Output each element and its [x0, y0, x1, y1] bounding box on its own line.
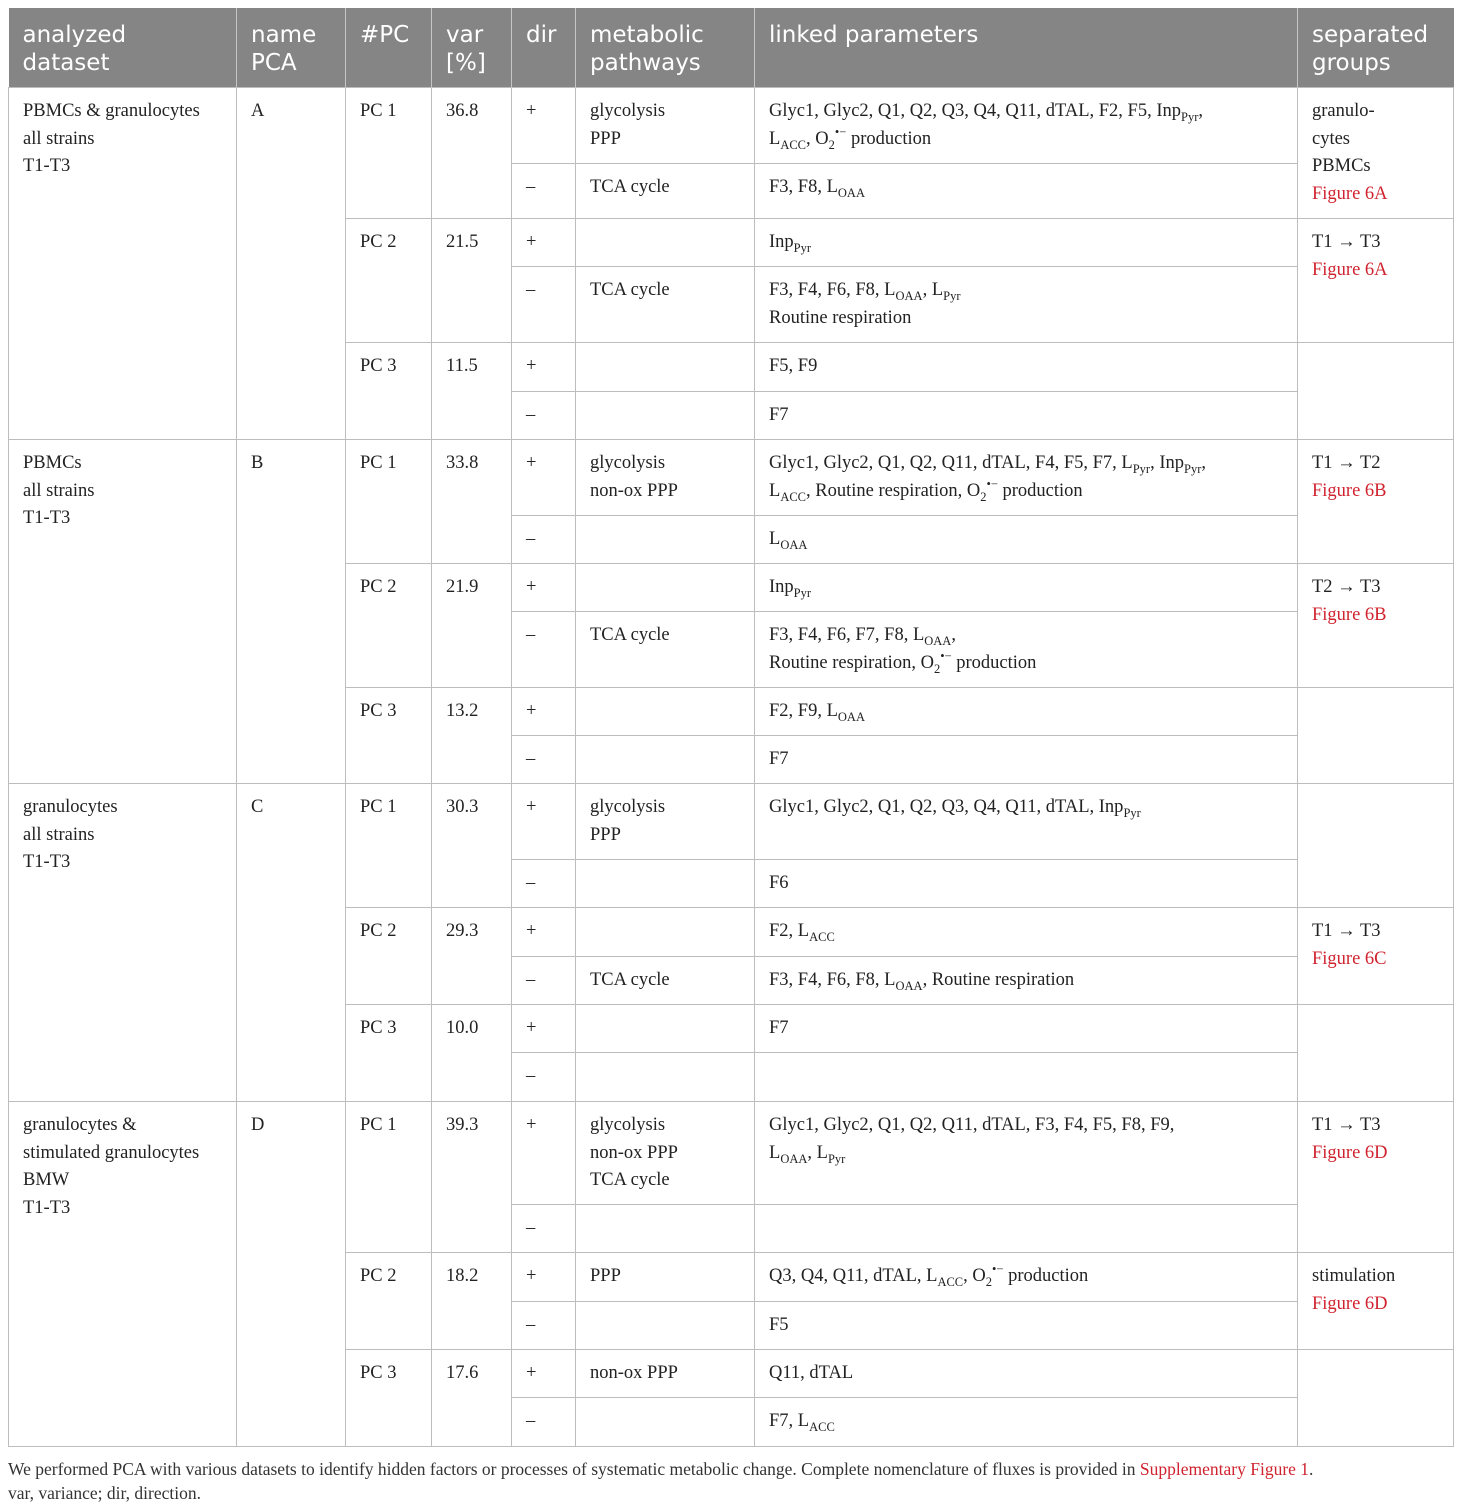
pc-cell: PC 3 [346, 688, 432, 784]
pathways-cell: TCA cycle [576, 957, 755, 1005]
dir-cell: – [512, 957, 576, 1005]
table-row [9, 784, 1454, 860]
footnote-abbreviations: var, variance; dir, direction. [8, 1483, 201, 1503]
header-pc: #PC [346, 8, 432, 88]
params-cell: F3, F8, $L_{OAA}$ [755, 164, 1298, 219]
pc-cell: PC 2 [346, 908, 432, 1005]
header-separated-groups: separated groups [1298, 8, 1454, 88]
pathways-cell [576, 736, 755, 784]
header-metabolic-pathways: metabolic pathways [576, 8, 755, 88]
params-cell: F3, F4, F6, F7, F8, $L_{OAA}$, Routine respiration, $O_2^{•-}$ production [755, 612, 1298, 688]
figure-link[interactable]: Figure 6B [1312, 604, 1387, 625]
dir-cell: + [512, 1253, 576, 1302]
dir-cell: + [512, 219, 576, 267]
header-dir: dir [512, 8, 576, 88]
dir-cell: – [512, 1053, 576, 1102]
groups-cell: stimulation Figure 6D [1298, 1253, 1454, 1350]
groups-cell [1298, 1350, 1454, 1447]
dir-cell: + [512, 1005, 576, 1053]
params-cell [755, 1205, 1298, 1253]
dir-cell: – [512, 1302, 576, 1350]
dataset-cell: PBMCs all strains T1-T3 [9, 440, 237, 784]
var-cell: 29.3 [432, 908, 512, 1005]
groups-cell: T1 → T3 Figure 6D [1298, 1102, 1454, 1253]
params-cell: Glyc1, Glyc2, Q1, Q2, Q11, dTAL, F3, F4, F5, F8, F9, $L_{OAA}$, $L_{Pyr}$ [755, 1102, 1298, 1205]
var-cell: 39.3 [432, 1102, 512, 1253]
params-cell: F5, F9 [755, 343, 1298, 392]
pc-cell: PC 2 [346, 564, 432, 688]
dir-cell: + [512, 1102, 576, 1205]
table-row [9, 440, 1454, 516]
table-header-row [9, 8, 1454, 88]
params-cell: Q3, Q4, Q11, dTAL, $L_{ACC}$, $O_2^{•-}$ production [755, 1253, 1298, 1302]
pathways-cell [576, 1005, 755, 1053]
params-cell: F7 [755, 1005, 1298, 1053]
dir-cell: + [512, 564, 576, 612]
params-cell [755, 1053, 1298, 1102]
dataset-cell: granulocytes & stimulated granulocytes BMW T1-T3 [9, 1102, 237, 1447]
groups-cell [1298, 1005, 1454, 1102]
var-cell: 10.0 [432, 1005, 512, 1102]
var-cell: 21.9 [432, 564, 512, 688]
pc-cell: PC 2 [346, 1253, 432, 1350]
pathways-cell: non-ox PPP [576, 1350, 755, 1398]
var-cell: 18.2 [432, 1253, 512, 1350]
pca-name-cell: D [237, 1102, 346, 1447]
groups-cell: T2 → T3 Figure 6B [1298, 564, 1454, 688]
var-cell: 11.5 [432, 343, 512, 440]
pc-cell: PC 3 [346, 1005, 432, 1102]
dir-cell: + [512, 784, 576, 860]
pathways-cell [576, 1053, 755, 1102]
pathways-cell [576, 860, 755, 908]
params-cell: F5 [755, 1302, 1298, 1350]
var-cell: 13.2 [432, 688, 512, 784]
figure-link[interactable]: Figure 6A [1312, 259, 1388, 280]
dir-cell: + [512, 343, 576, 392]
pathways-cell: glycolysis non-ox PPP [576, 440, 755, 516]
header-linked-parameters: linked parameters [755, 8, 1298, 88]
figure-link[interactable]: Figure 6D [1312, 1293, 1388, 1314]
params-cell: Q11, dTAL [755, 1350, 1298, 1398]
pc-cell: PC 3 [346, 343, 432, 440]
params-cell: F3, F4, F6, F8, $L_{OAA}$, Routine respiration [755, 957, 1298, 1005]
var-cell: 33.8 [432, 440, 512, 564]
groups-cell: T1 → T3 Figure 6C [1298, 908, 1454, 1005]
pca-name-cell: C [237, 784, 346, 1102]
dir-cell: – [512, 1205, 576, 1253]
pathways-cell [576, 219, 755, 267]
dir-cell: + [512, 88, 576, 164]
pc-cell: PC 1 [346, 784, 432, 908]
params-cell: F7 [755, 736, 1298, 784]
params-cell: F7, $L_{ACC}$ [755, 1398, 1298, 1447]
params-cell: Inp$_{Pyr}$ [755, 564, 1298, 612]
dir-cell: – [512, 736, 576, 784]
figure-link[interactable]: Figure 6D [1312, 1142, 1388, 1163]
dir-cell: – [512, 267, 576, 343]
table-row [9, 88, 1454, 164]
dir-cell: – [512, 1398, 576, 1447]
header-var: var [%] [432, 8, 512, 88]
pathways-cell: glycolysis PPP [576, 88, 755, 164]
pathways-cell [576, 516, 755, 564]
pathways-cell [576, 908, 755, 957]
groups-cell: T1 → T2 Figure 6B [1298, 440, 1454, 564]
pathways-cell [576, 564, 755, 612]
params-cell: Glyc1, Glyc2, Q1, Q2, Q11, dTAL, F4, F5, F7, $L_{Pyr}$, Inp$_{Pyr}$, $L_{ACC}$, Routine respiration, $O_2^{•-}$ production [755, 440, 1298, 516]
pathways-cell: PPP [576, 1253, 755, 1302]
header-analyzed-dataset: analyzed dataset [9, 8, 237, 88]
params-cell: F2, F9, $L_{OAA}$ [755, 688, 1298, 736]
var-cell: 30.3 [432, 784, 512, 908]
dir-cell: – [512, 164, 576, 219]
dir-cell: + [512, 440, 576, 516]
pc-cell: PC 2 [346, 219, 432, 343]
table-row [9, 1102, 1454, 1205]
pathways-cell: glycolysis PPP [576, 784, 755, 860]
pca-name-cell: A [237, 88, 346, 440]
groups-cell [1298, 784, 1454, 908]
figure-link[interactable]: Figure 6C [1312, 948, 1387, 969]
params-cell: Inp$_{Pyr}$ [755, 219, 1298, 267]
params-cell: F3, F4, F6, F8, $L_{OAA}$, $L_{Pyr}$ Routine respiration [755, 267, 1298, 343]
pathways-cell [576, 343, 755, 392]
pca-table-container [8, 8, 1453, 1447]
figure-link[interactable]: Figure 6A [1312, 183, 1388, 204]
pathways-cell [576, 392, 755, 440]
figure-link[interactable]: Figure 6B [1312, 480, 1387, 501]
footnote-line-1: We performed PCA with various datasets to identify hidden factors or processes of systematic metabolic change. Complete nomenclature of fluxes is provided in Supplementary Figure 1. [8, 1459, 1314, 1479]
pathways-cell [576, 1205, 755, 1253]
groups-cell: granulo- cytes PBMCs Figure 6A [1298, 88, 1454, 219]
dir-cell: – [512, 392, 576, 440]
params-cell: Glyc1, Glyc2, Q1, Q2, Q3, Q4, Q11, dTAL, Inp$_{Pyr}$ [755, 784, 1298, 860]
dataset-cell: PBMCs & granulocytes all strains T1-T3 [9, 88, 237, 440]
pathways-cell: TCA cycle [576, 164, 755, 219]
supplementary-figure-link[interactable]: Supplementary Figure 1 [1139, 1459, 1310, 1479]
pathways-cell: glycolysis non-ox PPP TCA cycle [576, 1102, 755, 1205]
dir-cell: – [512, 612, 576, 688]
pathways-cell [576, 1398, 755, 1447]
pc-cell: PC 1 [346, 88, 432, 219]
var-cell: 17.6 [432, 1350, 512, 1447]
var-cell: 21.5 [432, 219, 512, 343]
params-cell: F7 [755, 392, 1298, 440]
dir-cell: + [512, 1350, 576, 1398]
table-footnote [8, 1457, 1453, 1505]
pathways-cell: TCA cycle [576, 267, 755, 343]
params-cell: Glyc1, Glyc2, Q1, Q2, Q3, Q4, Q11, dTAL, F2, F5, Inp$_{Pyr}$, $L_{ACC}$, $O_2^{•-}$ production [755, 88, 1298, 164]
groups-cell [1298, 688, 1454, 784]
params-cell: F6 [755, 860, 1298, 908]
var-cell: 36.8 [432, 88, 512, 219]
dir-cell: – [512, 516, 576, 564]
dataset-cell: granulocytes all strains T1-T3 [9, 784, 237, 1102]
groups-cell: T1 → T3 Figure 6A [1298, 219, 1454, 343]
pca-name-cell: B [237, 440, 346, 784]
pathways-cell [576, 688, 755, 736]
pc-cell: PC 3 [346, 1350, 432, 1447]
params-cell: F2, $L_{ACC}$ [755, 908, 1298, 957]
pathways-cell [576, 1302, 755, 1350]
params-cell: $L_{OAA}$ [755, 516, 1298, 564]
pc-cell: PC 1 [346, 440, 432, 564]
pc-cell: PC 1 [346, 1102, 432, 1253]
pathways-cell: TCA cycle [576, 612, 755, 688]
groups-cell [1298, 343, 1454, 440]
pca-results-table [8, 8, 1454, 1447]
dir-cell: + [512, 688, 576, 736]
dir-cell: + [512, 908, 576, 957]
header-name-pca: name PCA [237, 8, 346, 88]
dir-cell: – [512, 860, 576, 908]
